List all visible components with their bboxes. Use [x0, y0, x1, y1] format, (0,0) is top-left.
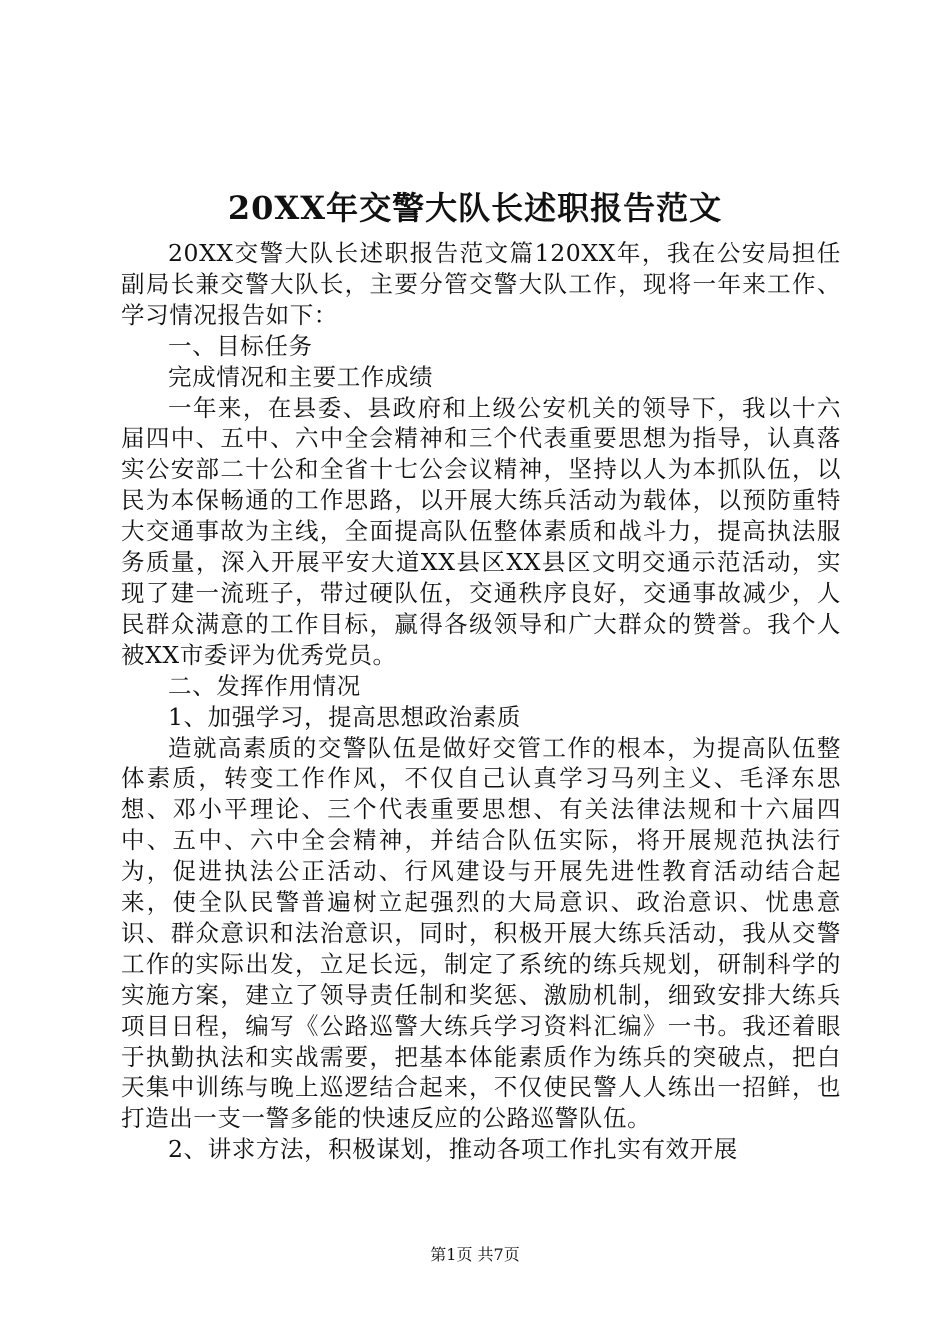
subheading-study: 1、加强学习，提高思想政治素质 — [168, 702, 521, 731]
paragraph-study: 造就高素质的交警队伍是做好交管工作的根本，为提高队伍整体素质，转变工作作风，不仅自己认真学习马列主义、毛泽东思想、邓小平理论、三个代表重要思想、有关法律法规和十六届四中、五中、六中全会精神，并结合队伍实际，将开展规范执法行为，促进执法公正活动、行风建设与开展先进性教育活动结合起来，使全队民警普遍树立起强烈的大局意识、政治意识、忧患意识、群众意识和法治意识，同时，积极开展大练兵活动，我从交警工作的实际出发，立足长远，制定了系统的练兵规划，研制科学的实施方案，建立了领导责任制和奖惩、激励机制，细致安排大练兵项目日程，编写《公路巡警大练兵学习资料汇编》一书。我还着眼于执勤执法和实战需要，把基本体能素质作为练兵的突破点，把白天集中训练与晚上巡逻结合起来，不仅使民警人人练出一招鲜，也打造出一支一警多能的快速反应的公路巡警队伍。 — [121, 733, 841, 1133]
subheading-methods: 2、讲求方法，积极谋划，推动各项工作扎实有效开展 — [168, 1135, 738, 1164]
document-body — [121, 238, 841, 1165]
heading-section-1: 一、目标任务 — [168, 331, 313, 360]
paragraph-year-summary: 一年来，在县委、县政府和上级公安机关的领导下，我以十六届四中、五中、六中全会精神和三个代表重要思想为指导，认真落实公安部二十公和全省十七公会议精神，坚持以人为本抓队伍，以民为本保畅通的工作思路，以开展大练兵活动为载体，以预防重特大交通事故为主线，全面提高队伍整体素质和战斗力，提高执法服务质量，深入开展平安大道XX县区XX县区文明交通示范活动，实现了建一流班子，带过硬队伍，交通秩序良好，交通事故减少，人民群众满意的工作目标，赢得各级领导和广大群众的赞誉。我个人被XX市委评为优秀党员。 — [121, 393, 841, 669]
subheading-achievements: 完成情况和主要工作成绩 — [168, 362, 434, 391]
heading-section-2: 二、发挥作用情况 — [168, 671, 361, 700]
page-number: 第1页 共7页 — [430, 1245, 520, 1264]
document-title: 20XX年交警大队长述职报告范文 — [227, 189, 723, 227]
paragraph-intro: 20XX交警大队长述职报告范文篇120XX年，我在公安局担任副局长兼交警大队长，主要分管交警大队工作，现将一年来工作、学习情况报告如下： — [121, 239, 841, 329]
